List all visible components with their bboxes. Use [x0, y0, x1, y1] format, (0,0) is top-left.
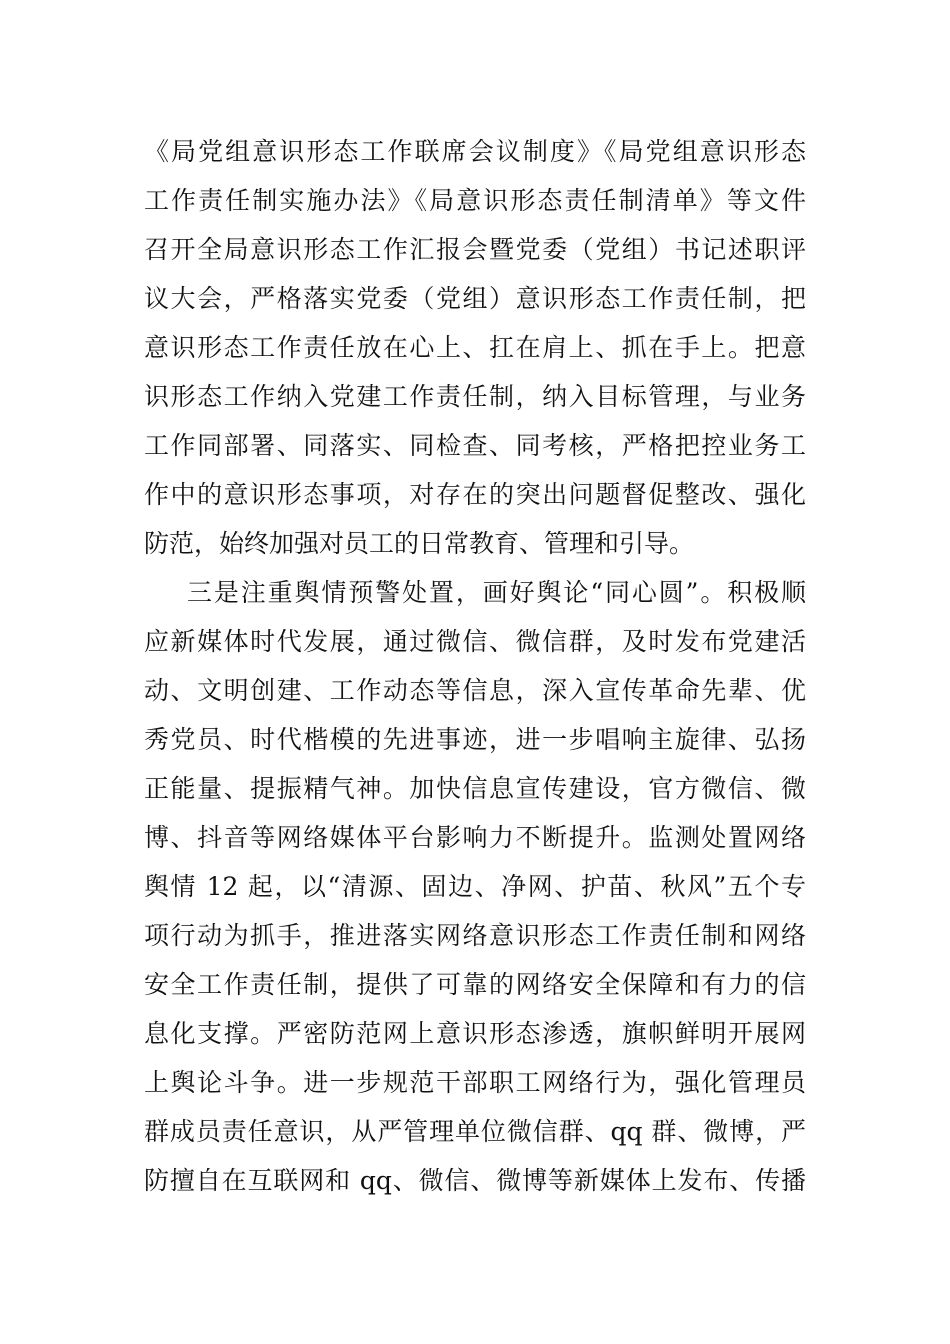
text-line: 应新媒体时代发展，通过微信、微信群，及时发布党建活 — [144, 627, 806, 656]
text-line: 息化支撑。严密防范网上意识形态渗透，旗帜鲜明开展网 — [144, 1019, 806, 1048]
text-line: 召开全局意识形态工作汇报会暨党委（党组）书记述职评 — [144, 235, 806, 264]
text-line: 动、文明创建、工作动态等信息，深入宣传革命先辈、优 — [144, 676, 806, 705]
body-text — [144, 127, 806, 1205]
text-line: 作中的意识形态事项，对存在的突出问题督促整改、强化 — [144, 480, 806, 509]
text-line: 识形态工作纳入党建工作责任制，纳入目标管理，与业务 — [144, 382, 806, 411]
text-line: 工作责任制实施办法》《局意识形态责任制清单》等文件 — [144, 186, 806, 215]
text-line: 工作同部署、同落实、同检查、同考核，严格把控业务工 — [144, 431, 806, 460]
paragraph-start-line: 三是注重舆情预警处置，画好舆论“同心圆”。积极顺 — [187, 578, 806, 607]
paragraph-end-line: 防范，始终加强对员工的日常教育、管理和引导。 — [144, 529, 695, 558]
text-line: 项行动为抓手，推进落实网络意识形态工作责任制和网络 — [144, 921, 806, 950]
text-line: 意识形态工作责任放在心上、扛在肩上、抓在手上。把意 — [144, 333, 806, 362]
text-line: 防擅自在互联网和 qq、微信、微博等新媒体上发布、传播 — [144, 1166, 806, 1195]
text-line: 《局党组意识形态工作联席会议制度》《局党组意识形态 — [144, 137, 806, 166]
text-line: 群成员责任意识，从严管理单位微信群、qq 群、微博，严 — [144, 1117, 806, 1146]
text-line: 上舆论斗争。进一步规范干部职工网络行为，强化管理员 — [144, 1068, 806, 1097]
text-line: 舆情 12 起，以“清源、固边、净网、护苗、秋风”五个专 — [144, 872, 806, 901]
text-line: 博、抖音等网络媒体平台影响力不断提升。监测处置网络 — [144, 823, 806, 852]
text-line: 议大会，严格落实党委（党组）意识形态工作责任制，把 — [144, 284, 806, 313]
text-line: 秀党员、时代楷模的先进事迹，进一步唱响主旋律、弘扬 — [144, 725, 806, 754]
text-line: 安全工作责任制，提供了可靠的网络安全保障和有力的信 — [144, 970, 806, 999]
text-line: 正能量、提振精气神。加快信息宣传建设，官方微信、微 — [144, 774, 806, 803]
